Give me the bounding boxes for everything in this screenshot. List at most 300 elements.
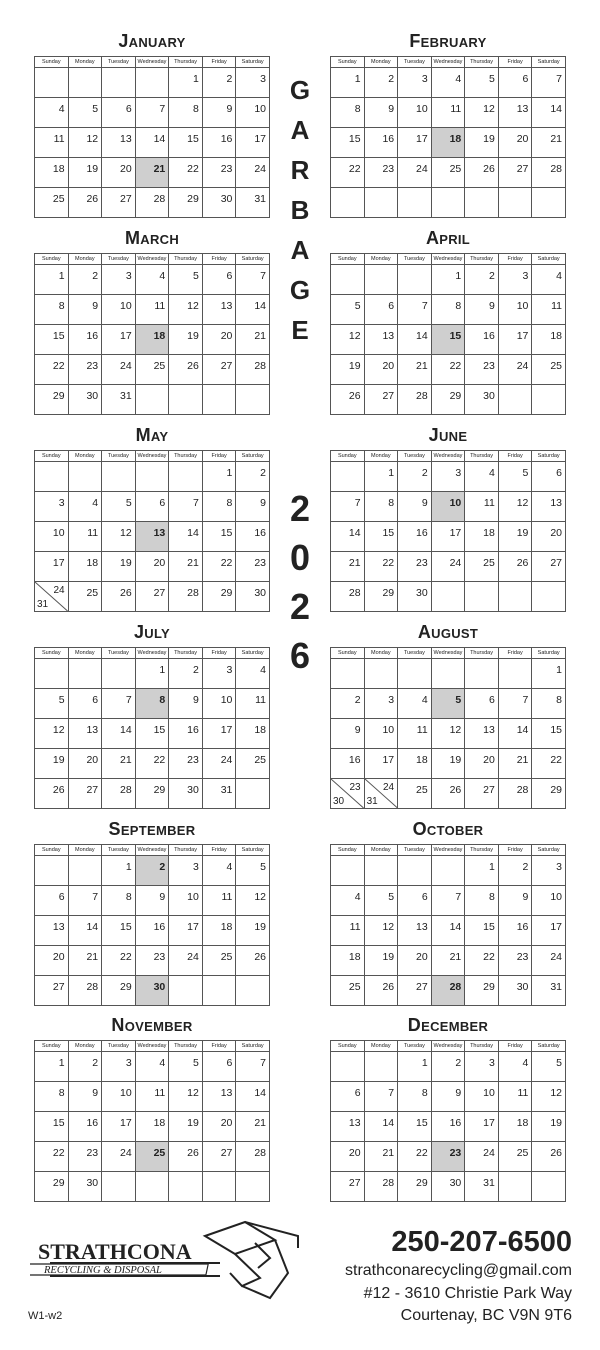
weekday-header: Saturday — [236, 254, 270, 265]
day-number: 12 — [86, 133, 99, 145]
year-digit: 2 — [289, 488, 311, 529]
day-number: 3 — [58, 497, 65, 509]
day-number: 23 — [382, 163, 395, 175]
day-number: 30 — [333, 796, 345, 807]
day-number: 13 — [220, 1087, 233, 1099]
weekday-header: Sunday — [331, 254, 365, 265]
day-number: 13 — [220, 300, 233, 312]
day-number: 18 — [550, 330, 562, 342]
day-number: 2 — [92, 1057, 99, 1069]
day-cell — [135, 916, 169, 946]
day-number: 18 — [348, 951, 361, 963]
day-number: 5 — [556, 1057, 562, 1069]
day-number: 1 — [488, 861, 495, 873]
month-title: February — [409, 31, 487, 51]
day-number: 13 — [153, 527, 166, 539]
day-number: 9 — [354, 724, 361, 736]
day-cell — [364, 1112, 398, 1142]
day-number: 1 — [58, 270, 65, 282]
day-number: 8 — [58, 1087, 65, 1099]
day-number: 30 — [153, 981, 166, 993]
day-cell — [498, 976, 532, 1006]
day-cell — [102, 976, 136, 1006]
day-number: 10 — [550, 891, 562, 903]
day-number: 8 — [192, 103, 199, 115]
day-cell — [236, 355, 270, 385]
day-number: 22 — [153, 754, 166, 766]
day-cell — [431, 856, 465, 886]
day-number: 13 — [416, 921, 428, 933]
weekday-header: Saturday — [236, 845, 270, 856]
day-cell — [331, 158, 365, 188]
day-cell — [465, 295, 499, 325]
weekday-header: Friday — [202, 451, 236, 462]
day-number: 11 — [349, 921, 361, 933]
day-number: 27 — [348, 1177, 361, 1189]
weekday-header: Sunday — [35, 1041, 69, 1052]
day-number: 9 — [226, 103, 233, 115]
day-cell — [465, 976, 499, 1006]
day-cell — [431, 552, 465, 582]
day-number: 24 — [516, 360, 529, 372]
weekday-header: Thursday — [465, 648, 499, 659]
day-cell — [465, 98, 499, 128]
day-cell — [498, 719, 532, 749]
day-number: 12 — [187, 1087, 199, 1099]
day-cell — [364, 188, 398, 218]
day-number: 25 — [449, 163, 462, 175]
day-cell — [68, 1142, 102, 1172]
day-number: 24 — [416, 163, 428, 175]
day-number: 17 — [120, 330, 132, 342]
day-cell — [398, 1082, 432, 1112]
day-cell — [532, 749, 566, 779]
day-number: 7 — [260, 270, 266, 282]
day-cell — [236, 582, 270, 612]
day-cell — [398, 385, 432, 415]
week-row — [331, 188, 566, 218]
day-number: 26 — [348, 390, 361, 402]
year-digit: 0 — [289, 537, 311, 578]
day-cell — [169, 265, 203, 295]
day-number: 27 — [416, 981, 428, 993]
day-cell — [135, 1082, 169, 1112]
weekday-header: Thursday — [169, 254, 203, 265]
day-cell — [202, 98, 236, 128]
day-number: 25 — [52, 193, 65, 205]
day-number: 11 — [87, 527, 99, 539]
day-cell — [398, 295, 432, 325]
day-cell — [398, 158, 432, 188]
day-number: 3 — [192, 861, 199, 873]
day-cell — [68, 385, 102, 415]
day-number: 28 — [187, 587, 199, 599]
day-number: 16 — [254, 527, 266, 539]
day-cell — [102, 1172, 136, 1202]
month-title: July — [133, 622, 171, 642]
day-number: 1 — [159, 664, 166, 676]
day-cell — [498, 916, 532, 946]
day-number: 20 — [348, 1147, 361, 1159]
day-cell — [236, 749, 270, 779]
day-number: 28 — [153, 193, 166, 205]
day-cell — [331, 976, 365, 1006]
day-cell — [465, 522, 499, 552]
day-cell — [236, 98, 270, 128]
day-cell — [68, 1172, 102, 1202]
day-cell — [202, 779, 236, 809]
day-number: 16 — [348, 754, 361, 766]
week-row — [35, 916, 270, 946]
day-number: 18 — [416, 754, 428, 766]
day-number: 22 — [220, 557, 233, 569]
day-number: 10 — [120, 1087, 132, 1099]
day-number: 5 — [522, 467, 529, 479]
day-cell — [364, 976, 398, 1006]
footer-code: W1-w2 — [28, 1310, 63, 1322]
day-number: 21 — [416, 360, 428, 372]
day-number: 25 — [254, 754, 266, 766]
day-cell — [202, 522, 236, 552]
day-cell — [498, 779, 532, 809]
day-cell — [68, 68, 102, 98]
day-cell — [498, 856, 532, 886]
day-cell — [364, 1142, 398, 1172]
day-cell — [102, 1082, 136, 1112]
day-number: 18 — [86, 557, 99, 569]
day-cell — [35, 779, 69, 809]
day-cell — [169, 719, 203, 749]
day-number: 20 — [86, 754, 99, 766]
day-cell — [236, 68, 270, 98]
day-number: 19 — [348, 360, 361, 372]
weekday-header: Saturday — [532, 57, 566, 68]
month-table — [34, 1040, 270, 1202]
day-cell — [35, 1172, 69, 1202]
day-cell — [465, 779, 499, 809]
day-number: 3 — [260, 73, 266, 85]
day-number: 20 — [550, 527, 562, 539]
day-cell — [532, 886, 566, 916]
day-number: 12 — [52, 724, 65, 736]
week-row — [35, 522, 270, 552]
day-cell — [135, 385, 169, 415]
day-cell — [35, 946, 69, 976]
logo-wordmark: STRATHCONA — [38, 1239, 192, 1264]
weekday-header: Friday — [202, 845, 236, 856]
day-cell — [35, 68, 69, 98]
day-number: 21 — [516, 754, 529, 766]
day-cell — [35, 462, 69, 492]
day-number: 7 — [556, 73, 562, 85]
day-cell — [35, 355, 69, 385]
day-cell — [532, 946, 566, 976]
day-cell — [431, 582, 465, 612]
day-number: 12 — [516, 497, 529, 509]
day-number: 15 — [220, 527, 233, 539]
week-row — [35, 295, 270, 325]
day-cell — [532, 1112, 566, 1142]
day-number: 6 — [226, 270, 233, 282]
month-title: May — [135, 425, 169, 445]
day-cell — [68, 325, 102, 355]
day-cell — [431, 1082, 465, 1112]
day-cell — [236, 188, 270, 218]
day-cell — [169, 1112, 203, 1142]
day-cell — [364, 385, 398, 415]
day-cell — [498, 522, 532, 552]
day-cell — [498, 265, 532, 295]
day-cell — [35, 659, 69, 689]
day-cell — [202, 1112, 236, 1142]
weekday-header: Thursday — [465, 845, 499, 856]
week-row — [331, 295, 566, 325]
day-number: 8 — [556, 694, 562, 706]
day-cell — [102, 188, 136, 218]
day-number: 16 — [516, 921, 529, 933]
day-cell — [68, 462, 102, 492]
day-number: 11 — [154, 300, 166, 312]
day-cell — [498, 689, 532, 719]
day-cell — [236, 779, 270, 809]
month-table — [34, 450, 270, 612]
day-number: 8 — [226, 497, 233, 509]
day-cell — [364, 689, 398, 719]
day-cell — [169, 355, 203, 385]
day-cell — [135, 779, 169, 809]
day-cell — [398, 719, 432, 749]
day-cell — [431, 1052, 465, 1082]
title-letter: A — [290, 115, 310, 145]
weekday-header: Monday — [364, 57, 398, 68]
month-may — [34, 424, 270, 612]
day-number: 19 — [550, 1117, 562, 1129]
day-cell — [102, 916, 136, 946]
day-cell — [135, 492, 169, 522]
day-cell — [465, 462, 499, 492]
day-number: 2 — [226, 73, 233, 85]
day-number: 8 — [455, 300, 462, 312]
day-cell — [465, 946, 499, 976]
title-letter: A — [290, 235, 310, 265]
week-row — [35, 1052, 270, 1082]
day-number: 20 — [120, 163, 132, 175]
day-cell — [465, 492, 499, 522]
day-cell — [68, 976, 102, 1006]
day-cell — [498, 128, 532, 158]
day-cell — [68, 719, 102, 749]
day-number: 5 — [260, 861, 266, 873]
day-cell — [331, 749, 365, 779]
month-april — [330, 227, 566, 415]
day-cell — [202, 295, 236, 325]
day-cell — [68, 128, 102, 158]
day-cell — [431, 68, 465, 98]
day-cell — [331, 659, 365, 689]
day-cell — [398, 1112, 432, 1142]
week-row — [35, 1112, 270, 1142]
day-cell — [169, 188, 203, 218]
day-cell — [202, 1082, 236, 1112]
weekday-header: Saturday — [532, 254, 566, 265]
day-cell — [135, 265, 169, 295]
day-cell — [498, 98, 532, 128]
day-cell — [169, 462, 203, 492]
day-cell — [364, 659, 398, 689]
day-cell — [236, 385, 270, 415]
day-number: 23 — [86, 1147, 99, 1159]
day-cell — [532, 1082, 566, 1112]
month-august — [330, 621, 566, 809]
day-number: 5 — [354, 300, 361, 312]
day-number: 1 — [388, 467, 395, 479]
day-number: 24 — [254, 163, 266, 175]
weekday-header: Thursday — [169, 451, 203, 462]
day-number: 13 — [120, 133, 132, 145]
weekday-header: Friday — [498, 254, 532, 265]
day-cell — [364, 295, 398, 325]
day-number: 19 — [52, 754, 65, 766]
phone-number: 250-207-6500 — [391, 1226, 572, 1258]
day-number: 31 — [37, 599, 49, 610]
day-cell — [364, 325, 398, 355]
day-number: 29 — [120, 981, 132, 993]
day-number: 30 — [516, 981, 529, 993]
day-number: 17 — [187, 921, 199, 933]
weekday-header: Sunday — [35, 254, 69, 265]
week-row — [35, 1142, 270, 1172]
day-cell — [169, 158, 203, 188]
day-cell — [498, 659, 532, 689]
week-row — [331, 1142, 566, 1172]
day-cell — [202, 749, 236, 779]
day-cell — [169, 98, 203, 128]
weekday-header: Saturday — [236, 1041, 270, 1052]
day-cell — [431, 522, 465, 552]
day-number: 16 — [86, 1117, 99, 1129]
day-cell — [102, 1142, 136, 1172]
day-number: 12 — [348, 330, 361, 342]
day-cell — [135, 552, 169, 582]
month-september — [34, 818, 270, 1006]
day-number: 11 — [154, 1087, 166, 1099]
day-number: 26 — [382, 981, 395, 993]
day-cell — [398, 1052, 432, 1082]
day-cell — [102, 749, 136, 779]
day-number: 6 — [556, 467, 562, 479]
day-number: 14 — [254, 1087, 266, 1099]
day-number: 28 — [348, 587, 361, 599]
day-cell — [364, 462, 398, 492]
day-cell — [331, 689, 365, 719]
day-number: 17 — [220, 724, 233, 736]
day-cell — [532, 856, 566, 886]
day-cell — [431, 98, 465, 128]
day-number: 9 — [388, 103, 395, 115]
week-row — [331, 1112, 566, 1142]
day-cell — [498, 295, 532, 325]
day-number: 30 — [483, 390, 495, 402]
day-cell — [202, 325, 236, 355]
day-number: 26 — [254, 951, 266, 963]
day-number: 7 — [522, 694, 529, 706]
day-number: 10 — [52, 527, 65, 539]
day-cell — [532, 689, 566, 719]
day-cell — [68, 158, 102, 188]
day-cell — [364, 355, 398, 385]
day-cell — [35, 492, 69, 522]
day-number: 25 — [550, 360, 562, 372]
day-number: 26 — [550, 1147, 562, 1159]
day-cell — [398, 689, 432, 719]
year-vertical-title — [283, 484, 317, 680]
day-cell — [202, 582, 236, 612]
day-number: 14 — [153, 133, 166, 145]
day-cell — [135, 689, 169, 719]
day-cell — [465, 1052, 499, 1082]
day-cell — [498, 355, 532, 385]
day-cell — [398, 325, 432, 355]
day-cell — [532, 522, 566, 552]
day-cell — [35, 1082, 69, 1112]
day-cell — [169, 128, 203, 158]
weekday-header: Friday — [498, 57, 532, 68]
day-cell — [68, 552, 102, 582]
weekday-header: Thursday — [169, 845, 203, 856]
day-cell — [202, 886, 236, 916]
day-number: 10 — [220, 694, 233, 706]
week-row — [331, 1172, 566, 1202]
day-cell — [68, 188, 102, 218]
day-number: 3 — [226, 664, 233, 676]
day-cell — [102, 1112, 136, 1142]
day-number: 7 — [260, 1057, 266, 1069]
month-december — [330, 1014, 566, 1202]
day-number: 17 — [254, 133, 266, 145]
day-number: 1 — [455, 270, 462, 282]
day-number: 17 — [550, 921, 562, 933]
day-number: 4 — [226, 861, 233, 873]
day-cell — [465, 1112, 499, 1142]
day-cell — [398, 659, 432, 689]
day-number: 25 — [153, 360, 166, 372]
day-number: 2 — [192, 664, 199, 676]
day-cell — [68, 886, 102, 916]
day-cell — [169, 916, 203, 946]
weekday-header: Monday — [68, 648, 102, 659]
day-cell — [169, 749, 203, 779]
day-cell — [532, 1052, 566, 1082]
day-cell — [102, 719, 136, 749]
day-cell — [364, 886, 398, 916]
day-cell — [35, 1142, 69, 1172]
day-number: 11 — [517, 1087, 529, 1099]
day-cell — [532, 355, 566, 385]
day-number: 19 — [382, 951, 395, 963]
day-cell — [169, 1082, 203, 1112]
day-cell — [431, 886, 465, 916]
day-cell — [331, 295, 365, 325]
day-number: 4 — [421, 694, 428, 706]
day-number: 24 — [550, 951, 562, 963]
day-number: 17 — [382, 754, 395, 766]
day-number: 26 — [187, 360, 199, 372]
day-number: 7 — [421, 300, 428, 312]
day-number: 17 — [516, 330, 529, 342]
day-cell — [398, 492, 432, 522]
weekday-header: Wednesday — [431, 845, 465, 856]
day-number: 8 — [125, 891, 132, 903]
